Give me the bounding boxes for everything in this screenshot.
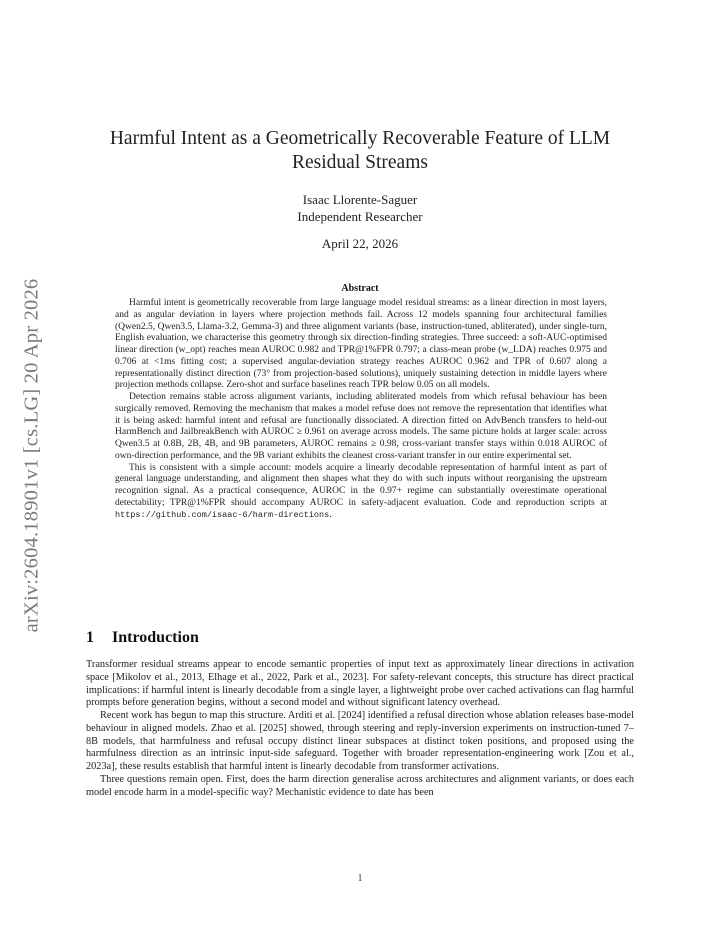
author-affiliation: Independent Researcher	[297, 209, 423, 224]
abstract-paragraph	[115, 463, 607, 522]
author-name: Isaac Llorente-Saguer	[302, 192, 418, 207]
body-paragraph: Transformer residual streams appear to encode semantic properties of input text as approximately linear directions in activation space [Mikolov et al., 2013, Elhage et al., 2022, Park et al., 2023]. For safety-relevant concepts, this structure has direct practical implications: if harmful intent is linearly decodable from a single layer, a lightweight probe over cached activations can flag harmful prompts before generation begins, without a second model and without significant latency overhead.	[86, 659, 634, 709]
section-title: Introduction	[112, 629, 199, 646]
abstract-paragraph-end: .	[329, 509, 332, 520]
section-number: 1	[86, 629, 94, 646]
arxiv-identifier-stamp	[20, 262, 44, 648]
paper-date: April 22, 2026	[321, 236, 399, 251]
abstract-heading: Abstract	[341, 283, 379, 294]
section-heading	[86, 629, 646, 647]
arxiv-identifier-text: arXiv:2604.18901v1 [cs.LG] 20 Apr 2026	[20, 278, 43, 632]
page-number: 1	[357, 873, 363, 884]
abstract-paragraph-text: This is consistent with a simple account: models acquire a linearly decodable representation of harmful intent as part of general language understanding, and alignment then shapes what they do with such inputs without reorganising the upstream recognition signal. As a practical consequence, AUROC in the 0.97+ regime can substantially overestimate operational detectability; TPR@1%FPR should accompany AUROC in safety-adjacent evaluation. Code and reproduction scripts at	[115, 462, 607, 508]
abstract-paragraph: Detection remains stable across alignment variants, including abliterated models from which refusal behaviour has been surgically removed. Removing the mechanism that makes a model refuse does not remove the representation that identifies what it is being asked: harmful intent and refusal are functionally dissociated. A direction fitted on AdvBench transfers to held-out HarmBench and JailbreakBench with AUROC ≥ 0.961 on average across models. The same picture holds at larger scale: across Qwen3.5 at 0.8B, 2B, 4B, and 9B parameters, AUROC remains ≥ 0.98, cross-variant transfer stays within 0.018 AUROC of own-direction performance, and the 9B variant exhibits the cleanest cross-variant transfer in our entire experimental set.	[115, 392, 607, 461]
abstract-paragraph: Harmful intent is geometrically recoverable from large language model residual streams: as a linear direction in most layers, and as angular deviation in layers where projection methods fail. Across 12 models spanning four architectural families (Qwen2.5, Qwen3.5, Llama-3.2, Gemma-3) and three alignment variants (base, instruction-tuned, abliterated), under single-turn, English evaluation, we characterise this geometry through six direction-finding strategies. Three succeed: a soft-AUC-optimised linear direction (w_opt) reaches mean AUROC 0.982 and TPR@1%FPR 0.797; a class-mean probe (w_LDA) reaches 0.975 and 0.706 at <1ms fitting cost; a supervised angular-deviation strategy reaches AUROC 0.962 and TPR of 0.607 along a representationally distinct direction (73° from projection-based solutions), uniquely sustaining detection in middle layers where projection methods collapse. Zero-shot and surface baselines reach TPR below 0.05 on all models.	[115, 298, 607, 391]
body-paragraph: Recent work has begun to map this structure. Arditi et al. [2024] identified a refusal direction whose ablation releases base-model behaviour in aligned models. Zhao et al. [2025] showed, through steering and reply-inversion experiments on instruction-tuned 7–8B models, that harmfulness and refusal occupy distinct linear subspaces at distinct token positions, and proposed using the harmfulness direction as an intrinsic input-side safeguard. Together with broader representation-engineering work [Zou et al., 2023a], these results establish that harmful intent is linearly decodable from transformer activations.	[86, 710, 634, 772]
abstract-body	[115, 298, 607, 521]
paper-title: Harmful Intent as a Geometrically Recoverable Feature of LLM Residual Streams	[109, 128, 611, 173]
body-paragraph: Three questions remain open. First, does the harm direction generalise across architectures and alignment variants, or does each model encode harm in a model-specific way? Mechanistic evidence to date has been	[86, 773, 634, 798]
introduction-body	[86, 659, 634, 799]
code-repository-link[interactable]: https://github.com/isaac-6/harm-directions	[115, 509, 330, 520]
